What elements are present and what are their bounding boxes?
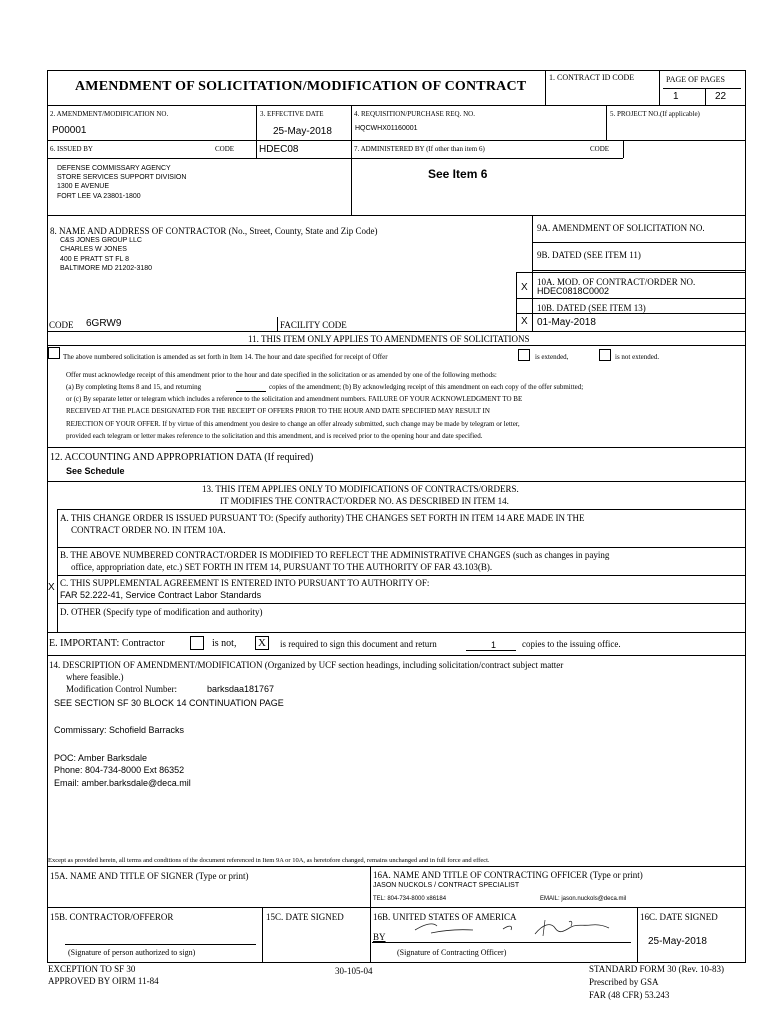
contract-id-code-label: 1. CONTRACT ID CODE: [549, 73, 635, 82]
issued-code-value[interactable]: HDEC08: [259, 144, 299, 155]
item-13-heading: 13. THIS ITEM APPLIES ONLY TO MODIFICATIONS OF CONTRACTS/ORDERS.: [202, 484, 519, 494]
by-label: BY: [373, 932, 386, 942]
item-11-instructions: provided each telegram or letter makes reference to the solicitation and this amendment, and is received prior to the opening hour and date specified.: [66, 432, 483, 440]
contractor-address-line: CHARLES W JONES: [60, 246, 127, 253]
item-16c-value: 25-May-2018: [648, 936, 707, 947]
item-14-continuation-note: SEE SECTION SF 30 BLOCK 14 CONTINUATION PAGE: [54, 698, 284, 708]
administered-by-label: 7. ADMINISTERED BY (If other than item 6): [354, 145, 485, 153]
administered-code-label: CODE: [590, 145, 610, 153]
amendment-no-label: 2. AMENDMENT/MODIFICATION NO.: [50, 110, 169, 118]
item-13c-authority[interactable]: FAR 52.222-41, Service Contract Labor Standards: [60, 590, 262, 600]
item-13c-text: C. THIS SUPPLEMENTAL AGREEMENT IS ENTERED INTO PURSUANT TO AUTHORITY OF:: [60, 578, 430, 588]
is-not-checkbox[interactable]: [190, 636, 204, 650]
item-14-label: 14. DESCRIPTION OF AMENDMENT/MODIFICATION (Organized by UCF section headings, including solicitation/contract subject matter: [49, 660, 564, 670]
effective-date-label: 3. EFFECTIVE DATE: [260, 110, 324, 118]
item-11-instructions: copies of the amendment; (b) By acknowledging receipt of this amendment on each copy of the offer submitted;: [269, 383, 584, 391]
issued-by-label: 6. ISSUED BY: [50, 145, 93, 153]
contracting-officer-signature: [385, 916, 625, 942]
footer-far: FAR (48 CFR) 53.243: [589, 990, 670, 1000]
item-13d-text: D. OTHER (Specify type of modification and authority): [60, 607, 263, 617]
item-10b-label: 10B. DATED (SEE ITEM 13): [537, 303, 646, 313]
project-no-label: 5. PROJECT NO.(If applicable): [610, 110, 700, 118]
item-11-checkbox[interactable]: [48, 347, 60, 359]
issuer-address-line: STORE SERVICES SUPPORT DIVISION: [57, 174, 187, 181]
item-16a-label: 16A. NAME AND TITLE OF CONTRACTING OFFICER (Type or print): [373, 870, 643, 880]
contractor-code-value[interactable]: 6GRW9: [86, 318, 122, 329]
issuer-address-line: FORT LEE VA 23801-1800: [57, 193, 141, 200]
extended-checkbox[interactable]: [518, 349, 530, 361]
item-13a-text: A. THIS CHANGE ORDER IS ISSUED PURSUANT TO: (Specify authority) THE CHANGES SET FORTH IN ITEM 14 ARE MADE IN THE: [60, 513, 585, 523]
item-10b-value[interactable]: 01-May-2018: [537, 317, 596, 328]
issued-code-label: CODE: [215, 145, 235, 153]
phone-line: Phone: 804-734-8000 Ext 86352: [54, 765, 185, 775]
copies-count[interactable]: 1: [491, 640, 497, 650]
footer-standard-form: STANDARD FORM 30 (Rev. 10-83): [589, 964, 724, 974]
item-11-instructions: or (c) By separate letter or telegram which includes a reference to the solicitation and amendment numbers. FAILURE OF YOUR ACKNOWLEDGMENT TO BE: [66, 395, 523, 403]
terms-note: Except as provided herein, all terms and conditions of the document referenced in Item 9A or 10A, as heretofore changed, remains unchanged and in full force and effect.: [48, 857, 490, 864]
footer-exception: EXCEPTION TO SF 30: [48, 964, 136, 974]
item-15c-label: 15C. DATE SIGNED: [266, 912, 344, 922]
requisition-no-value[interactable]: HQCWHX01160001: [355, 125, 418, 132]
item-13c-x-mark: X: [48, 582, 55, 593]
item-10a-value[interactable]: HDEC0818C0002: [537, 286, 610, 296]
contractor-address-line: BALTIMORE MD 21202-3180: [60, 265, 153, 272]
requisition-no-label: 4. REQUISITION/PURCHASE REQ. NO.: [354, 110, 475, 118]
footer-approved: APPROVED BY OIRM 11-84: [48, 976, 159, 986]
item-12-value: See Schedule: [66, 466, 125, 476]
amendment-no-value[interactable]: P00001: [52, 125, 87, 136]
contractor-address-line: 400 E PRATT ST FL 8: [60, 256, 129, 263]
item-14-label-cont: where feasible.): [66, 672, 124, 682]
not-extended-label: is not extended.: [615, 353, 660, 361]
extended-label: is extended,: [535, 353, 569, 361]
email-line: Email: amber.barksdale@deca.mil: [54, 778, 191, 788]
page-of-pages-label: PAGE OF PAGES: [666, 75, 725, 84]
item-16c-label: 16C. DATE SIGNED: [640, 912, 718, 922]
item-9a-label: 9A. AMENDMENT OF SOLICITATION NO.: [537, 223, 705, 233]
contractor-code-label: CODE: [49, 320, 74, 330]
mod-control-number-value: barksdaa181767: [207, 684, 275, 694]
facility-code-label: FACILITY CODE: [280, 320, 347, 330]
contractor-address-line: C&S JONES GROUP LLC: [60, 237, 142, 244]
item-15b-label: 15B. CONTRACTOR/OFFEROR: [50, 912, 174, 922]
item-13b-text: office, appropriation date, etc.) SET FORTH IN ITEM 14, PURSUANT TO THE AUTHORITY OF FAR 43.103(B).: [71, 562, 493, 572]
item-16a-value: JASON NUCKOLS / CONTRACT SPECIALIST: [373, 882, 520, 889]
item-11-instructions: RECEIVED AT THE PLACE DESIGNATED FOR THE RECEIPT OF OFFERS PRIOR TO THE HOUR AND DATE SPECIFIED MAY RESULT IN: [66, 407, 490, 415]
poc-line: POC: Amber Barksdale: [54, 753, 148, 763]
item-11-instructions: Offer must acknowledge receipt of this amendment prior to the hour and date specified in the solicitation or as amended by one of the following methods:: [66, 371, 497, 379]
item-12-label: 12. ACCOUNTING AND APPROPRIATION DATA (If required): [50, 452, 314, 463]
item-13b-text: B. THE ABOVE NUMBERED CONTRACT/ORDER IS MODIFIED TO REFLECT THE ADMINISTRATIVE CHANGES (such as changes in paying: [60, 550, 610, 560]
contractor-name-label: 8. NAME AND ADDRESS OF CONTRACTOR (No., Street, County, State and Zip Code): [50, 226, 378, 236]
item-11-instructions: (a) By completing Items 8 and 15, and returning: [66, 383, 202, 391]
item-16b-label: 16B. UNITED STATES OF AMERICA: [373, 912, 517, 922]
item-11-instructions: REJECTION OF YOUR OFFER. If by virtue of this amendment you desire to change an offer already submitted, such change may be made by telegram or letter,: [66, 420, 520, 428]
item-15a-label: 15A. NAME AND TITLE OF SIGNER (Type or print): [50, 871, 249, 881]
issuer-address-line: 1300 E AVENUE: [57, 183, 110, 190]
administered-by-value: See Item 6: [428, 167, 488, 181]
contractor-signature-caption: (Signature of person authorized to sign): [68, 948, 196, 957]
is-required-label: is required to sign this document and return: [280, 639, 437, 649]
contracting-officer-tel: TEL: 804-734-8000 x86184: [373, 896, 447, 902]
not-extended-checkbox[interactable]: [599, 349, 611, 361]
item-9b-label: 9B. DATED (SEE ITEM 11): [537, 250, 641, 260]
is-not-label: is not,: [212, 638, 237, 649]
mod-control-number-label: Modification Control Number:: [66, 684, 177, 694]
item-13a-text: CONTRACT ORDER NO. IN ITEM 10A.: [71, 525, 226, 535]
item-10a-x-mark: X: [521, 282, 528, 293]
item-11-line1: The above numbered solicitation is amended as set forth in Item 14. The hour and date specified for receipt of Offer: [63, 353, 388, 361]
page-number: 1: [673, 91, 679, 102]
important-label: E. IMPORTANT: Contractor: [49, 638, 165, 649]
item-11-heading: 11. THIS ITEM ONLY APPLIES TO AMENDMENTS OF SOLICITATIONS: [248, 334, 530, 344]
form-title: AMENDMENT OF SOLICITATION/MODIFICATION OF CONTRACT: [75, 79, 527, 94]
is-required-checkbox[interactable]: X: [255, 636, 269, 650]
effective-date-value[interactable]: 25-May-2018: [273, 126, 332, 137]
item-10a-label: 10A. MOD. OF CONTRACT/ORDER NO.: [537, 277, 696, 287]
issuer-address-line: DEFENSE COMMISSARY AGENCY: [57, 165, 171, 172]
footer-form-number: 30-105-04: [335, 966, 373, 976]
total-pages: 22: [715, 91, 727, 102]
item-10b-x-mark: X: [521, 316, 528, 327]
commissary-line: Commissary: Schofield Barracks: [54, 725, 185, 735]
footer-prescribed: Prescribed by GSA: [589, 977, 659, 987]
officer-signature-caption: (Signature of Contracting Officer): [397, 948, 507, 957]
item-13-subheading: IT MODIFIES THE CONTRACT/ORDER NO. AS DESCRIBED IN ITEM 14.: [220, 496, 509, 506]
copies-tail-label: copies to the issuing office.: [522, 639, 621, 649]
contracting-officer-email: EMAIL: jason.nuckols@deca.mil: [540, 896, 627, 902]
